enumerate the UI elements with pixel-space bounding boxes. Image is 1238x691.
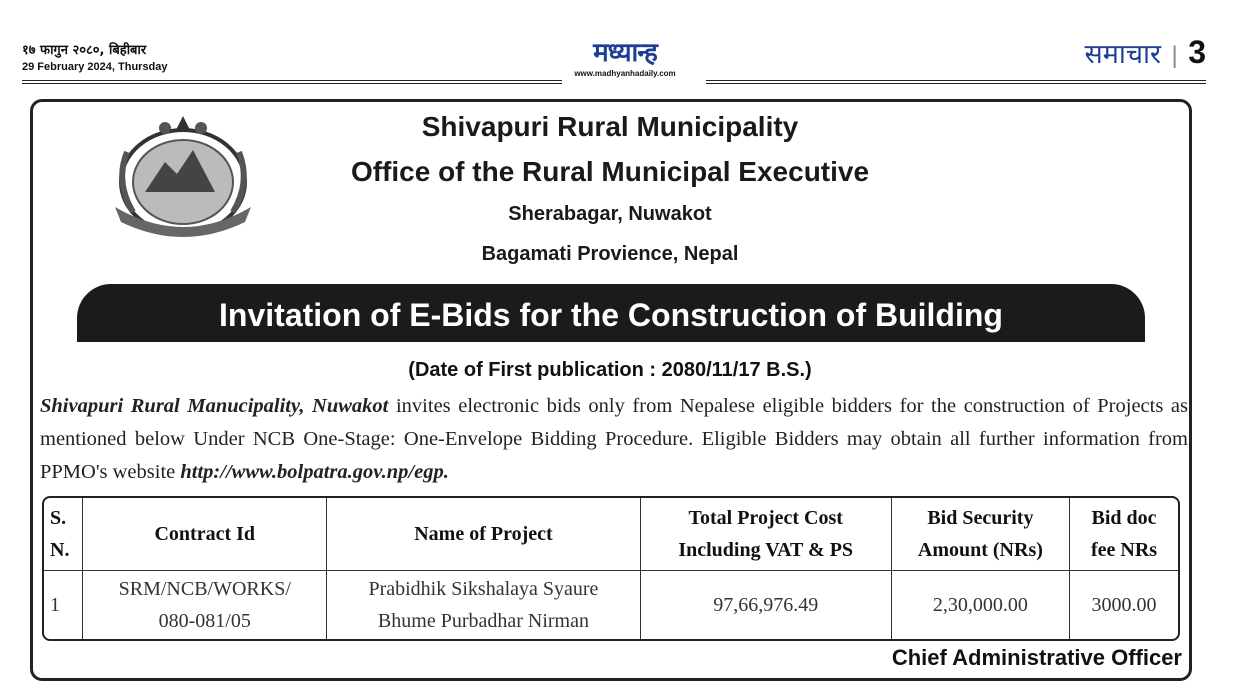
logo-url: www.madhyanhadaily.com [574,69,676,78]
cell-bid-security: 2,30,000.00 [892,571,1070,639]
org-name: Shivapuri Rural Municipality [421,111,799,142]
publication-date: (Date of First publication : 2080/11/17 B.S.) [408,359,812,381]
address-line-2: Bagamati Provience, Nepal [481,243,739,265]
table-row [44,571,1178,639]
cell-total-cost: 97,66,976.49 [641,571,892,639]
masthead-rule-right [706,80,1206,84]
date-english: 29 February 2024, Thursday [22,61,168,73]
cell-contract-id: SRM/NCB/WORKS/ 080-081/05 [83,571,327,639]
notice-body [40,390,1188,489]
newspaper-logo[interactable] [520,38,730,78]
cell-bid-fee: 3000.00 [1091,594,1157,616]
issuer-name: Shivapuri Rural Manucipality, Nuwakot [40,395,389,417]
cell-project-name: Prabidhik Sikshalaya Syaure Bhume Purbadhar Nirman [327,571,640,639]
header-bid-security: Bid Security Amount (NRs) [892,498,1070,571]
section-header [1084,34,1206,71]
section-name: समाचार [1084,39,1162,70]
bid-table-header-row [44,498,1178,571]
address-line-1: Sherabagar, Nuwakot [508,203,712,225]
office-name: Office of the Rural Municipal Executive [350,156,870,187]
newspaper-masthead [0,0,1238,92]
bid-table [42,496,1180,641]
section-divider: | [1171,42,1178,69]
notice-title-banner: Invitation of E-Bids for the Construction of Building [77,284,1145,342]
nepal-emblem-icon [105,112,260,247]
header-sn: S. N. [44,498,83,571]
page-number: 3 [1188,34,1206,70]
notice-body-text: invites electronic bids only from Nepalese eligible bidders for the construction of Projects as mentioned below Under NCB One-Stage: One-Envelope Bidding Procedure. Eligible Bidders may obtain all further information from PPMO's website [40,395,1188,483]
cell-sn: 1 [44,571,83,639]
logo-text: मध्यान्ह [593,38,657,68]
header-bid-fee: Bid doc fee NRs [1070,498,1178,571]
header-project-name: Name of Project [327,498,640,571]
date-nepali: १७ फागुन २०८०, बिहीबार [22,43,147,58]
signatory: Chief Administrative Officer [891,645,1182,670]
masthead-rule-left [22,80,562,84]
header-contract-id: Contract Id [83,498,327,571]
ppmo-website-link[interactable]: http://www.bolpatra.gov.np/egp. [180,461,449,483]
header-total-cost: Total Project Cost Including VAT & PS [641,498,892,571]
